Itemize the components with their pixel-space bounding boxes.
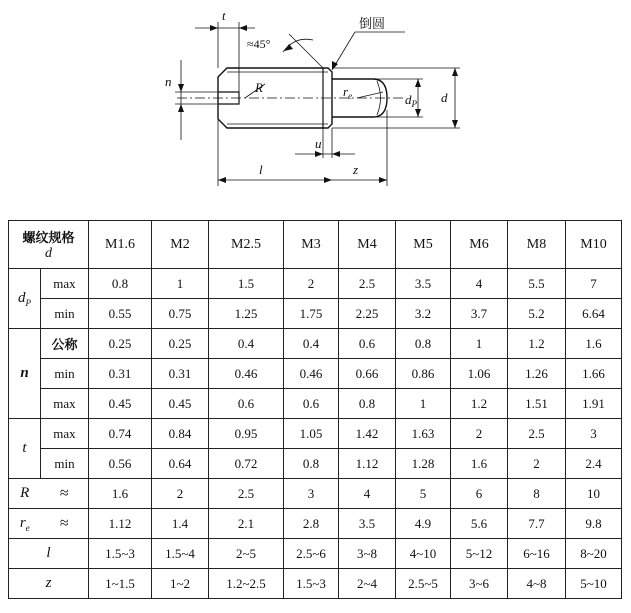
table-cell: 1.5 [209,269,284,299]
table-cell: 0.72 [209,449,284,479]
row-label: min [41,359,89,389]
table-cell: 6 [451,479,508,509]
table-cell: 5.2 [508,299,566,329]
table-cell: 9.8 [566,509,622,539]
z-arrow-right [379,177,387,183]
label-t: t [222,8,226,23]
table-cell: 2.8 [284,509,339,539]
table-cell: 1.05 [284,419,339,449]
group-re-symbol: $r_e$ [9,509,41,539]
table-cell: 2.5 [508,419,566,449]
screw-drawing [155,0,475,200]
group-z-symbol: z [9,569,89,599]
l-arrow-left [218,177,226,183]
table-cell: 2.5 [339,269,396,299]
table-cell: 1.5~3 [89,539,152,569]
angle-arrow [284,44,293,51]
table-cell: 1.4 [152,509,209,539]
approx-sign: ≈ [41,479,89,509]
label-angle: ≈45° [247,37,271,51]
table-cell: 1.66 [566,359,622,389]
table-row [9,569,622,599]
row-label: min [41,449,89,479]
table-cell: 1.5~4 [152,539,209,569]
u-arrow-right [332,151,340,157]
table-cell: 1.6 [89,479,152,509]
table-row [9,359,622,389]
size-header: M4 [339,221,396,269]
l-arrow-right [324,177,332,183]
group-dp-symbol: $d_P$ [9,269,41,329]
table-cell: 0.66 [339,359,396,389]
table-cell: 0.6 [339,329,396,359]
table-cell: 1.28 [396,449,451,479]
table-cell: 0.31 [152,359,209,389]
table-cell: 2~5 [209,539,284,569]
table-cell: 0.6 [209,389,284,419]
table-cell: 2.5 [209,479,284,509]
set-screw-spec-table [8,220,622,599]
table-row [9,419,622,449]
table-cell: 6~16 [508,539,566,569]
label-R: R [255,80,263,95]
table-cell: 5~12 [451,539,508,569]
table-cell: 0.4 [284,329,339,359]
table-cell: 1.2~2.5 [209,569,284,599]
dp-arrow-top [415,79,421,87]
table-cell: 1~2 [152,569,209,599]
dp-arrow-bottom [415,109,421,117]
table-cell: 8 [508,479,566,509]
table-cell: 3 [284,479,339,509]
table-cell: 0.4 [209,329,284,359]
row-label: max [41,419,89,449]
table-cell: 2 [451,419,508,449]
table-cell: 0.84 [152,419,209,449]
table-cell: 2~4 [339,569,396,599]
table-cell: 1.6 [451,449,508,479]
table-cell: 1.42 [339,419,396,449]
label-d: d [441,90,448,105]
table-cell: 2.5~6 [284,539,339,569]
table-cell: 1.06 [451,359,508,389]
size-header: M3 [284,221,339,269]
d-arrow-top [452,68,458,76]
re-leader [357,92,383,98]
table-cell: 7.7 [508,509,566,539]
t-arrow-left [210,25,218,31]
table-cell: 0.8 [284,449,339,479]
label-l: l [259,162,263,177]
size-header: M10 [566,221,622,269]
table-cell: 4~10 [396,539,451,569]
table-cell: 1.91 [566,389,622,419]
table-cell: 1.63 [396,419,451,449]
header-spec-cell [9,221,89,269]
table-cell: 3.5 [339,509,396,539]
table-cell: 5.5 [508,269,566,299]
table-cell: 7 [566,269,622,299]
label-u: u [315,136,322,151]
table-cell: 2.5~5 [396,569,451,599]
table-row [9,539,622,569]
table-cell: 4 [339,479,396,509]
group-l-symbol: l [9,539,89,569]
table-row [9,299,622,329]
table-cell: 2 [284,269,339,299]
header-sub: d [45,246,52,261]
size-header: M2 [152,221,209,269]
table-cell: 4.9 [396,509,451,539]
table-cell: 1.51 [508,389,566,419]
table-cell: 0.45 [89,389,152,419]
table-cell: 3~6 [451,569,508,599]
table-cell: 4 [451,269,508,299]
table-cell: 0.46 [209,359,284,389]
size-header: M1.6 [89,221,152,269]
table-cell: 3.5 [396,269,451,299]
table-cell: 0.46 [284,359,339,389]
row-label: min [41,299,89,329]
table-cell: 0.56 [89,449,152,479]
group-R-symbol: R [9,479,41,509]
table-cell: 2 [508,449,566,479]
table-cell: 5~10 [566,569,622,599]
table-cell: 5.6 [451,509,508,539]
table-cell: 0.25 [89,329,152,359]
group-n-symbol: n [9,329,41,419]
table-cell: 2 [152,479,209,509]
table-cell: 0.25 [152,329,209,359]
table-cell: 2.4 [566,449,622,479]
table-cell: 4~8 [508,569,566,599]
table-cell: 0.95 [209,419,284,449]
table-cell: 0.55 [89,299,152,329]
header-title: 螺纹规格 [22,231,75,246]
label-dp: $d_P$ [405,92,417,109]
table-cell: 1.12 [89,509,152,539]
table-row [9,479,622,509]
header-row [9,221,622,269]
row-label: max [41,269,89,299]
table-cell: 1 [152,269,209,299]
table-cell: 3.7 [451,299,508,329]
table-cell: 8~20 [566,539,622,569]
table-cell: 2.25 [339,299,396,329]
table-cell: 1.2 [451,389,508,419]
table-cell: 0.74 [89,419,152,449]
table-cell: 1 [396,389,451,419]
n-arrow-top [178,84,184,92]
table-cell: 0.45 [152,389,209,419]
size-header: M5 [396,221,451,269]
table-row [9,329,622,359]
table-cell: 1.5~3 [284,569,339,599]
table-cell: 1.26 [508,359,566,389]
table-row [9,509,622,539]
table-cell: 1.25 [209,299,284,329]
group-t-symbol: t [9,419,41,479]
table-cell: 0.8 [89,269,152,299]
table-cell: 10 [566,479,622,509]
table-row [9,449,622,479]
u-arrow-left [315,151,323,157]
label-z: z [353,162,359,177]
table-cell: 1.12 [339,449,396,479]
table-cell: 1~1.5 [89,569,152,599]
table-row [9,389,622,419]
table-cell: 3 [566,419,622,449]
approx-sign: ≈ [41,509,89,539]
table-cell: 3~8 [339,539,396,569]
table-cell: 0.86 [396,359,451,389]
table-cell: 0.8 [339,389,396,419]
table-cell: 0.64 [152,449,209,479]
table-cell: 1.2 [508,329,566,359]
size-header: M8 [508,221,566,269]
t-arrow-right [239,25,247,31]
table-cell: 0.75 [152,299,209,329]
table-cell: 5 [396,479,451,509]
label-n: n [165,74,172,89]
size-header: M2.5 [209,221,284,269]
table-cell: 1 [451,329,508,359]
row-label: 公称 [41,329,89,359]
table-cell: 1.6 [566,329,622,359]
row-label: max [41,389,89,419]
label-re: $r_e$ [343,84,353,101]
label-chamfer: 倒圆 [359,16,386,31]
table-cell: 0.8 [396,329,451,359]
table-cell: 2.1 [209,509,284,539]
table-cell: 0.6 [284,389,339,419]
table-cell: 3.2 [396,299,451,329]
size-header: M6 [451,221,508,269]
chamfer-arrow [332,61,338,70]
table-cell: 6.64 [566,299,622,329]
n-arrow-bottom [178,104,184,112]
d-arrow-bottom [452,120,458,128]
table-cell: 0.31 [89,359,152,389]
table-cell: 1.75 [284,299,339,329]
table-row [9,269,622,299]
